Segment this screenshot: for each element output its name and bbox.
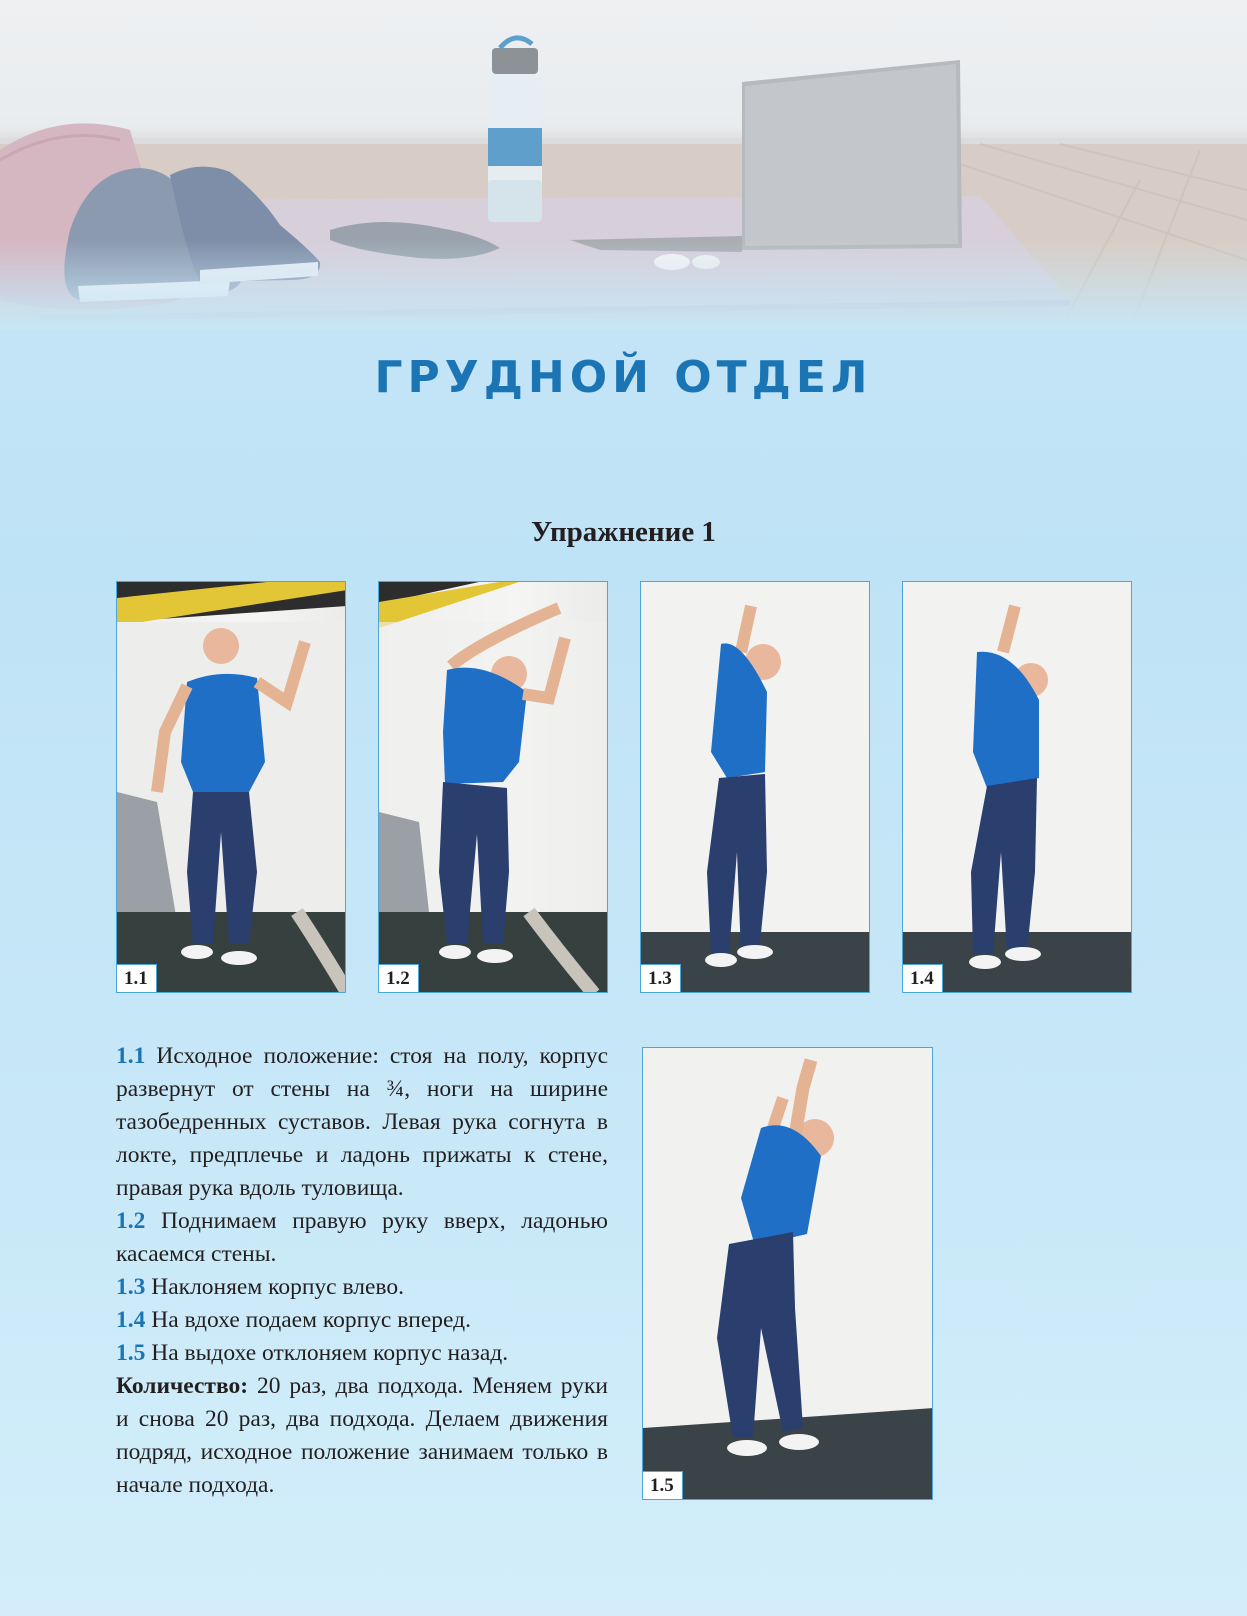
exercise-title: Упражнение 1 <box>531 516 716 548</box>
step-text: Поднимаем правую руку вверх, ладонью касаемся стены. <box>116 1208 608 1267</box>
step-1-5 <box>116 1337 608 1370</box>
quantity <box>116 1370 608 1502</box>
man-torso-back-photo <box>643 1048 933 1500</box>
section-title: ГРУДНОЙ ОТДЕЛ <box>374 352 873 403</box>
step-number: 1.3 <box>116 1274 146 1300</box>
step-1-4 <box>116 1304 608 1337</box>
step-number: 1.4 <box>116 1307 146 1333</box>
step-number: 1.1 <box>116 1043 146 1069</box>
exercise-photo-1-1 <box>116 581 346 993</box>
exercise-photo-1-2 <box>378 581 608 993</box>
step-1-3 <box>116 1271 608 1304</box>
step-number: 1.2 <box>116 1208 146 1234</box>
exercise-description <box>116 1040 608 1502</box>
step-1-2 <box>116 1205 608 1271</box>
photo-label: 1.3 <box>641 964 681 992</box>
man-leaning-left-photo <box>641 582 870 993</box>
step-text: На вдохе подаем корпус вперед. <box>145 1307 472 1333</box>
photo-label: 1.4 <box>903 964 943 992</box>
man-standing-hand-on-wall-photo <box>117 582 346 993</box>
step-text: Исходное положение: стоя на полу, корпус развернут от стены на ¾, ноги на ширине тазобедренных суставов. Левая рука согнута в локте, предплечье и ладонь прижаты к стене, правая рука вдоль туловища. <box>116 1043 608 1201</box>
quantity-text: 20 раз, два подхода. Меняем руки и снова 20 раз, два подхода. Делаем движения подряд, исходное положение занимаем только в начале подхода. <box>116 1373 608 1498</box>
step-text: На выдохе отклоняем корпус назад. <box>145 1340 509 1366</box>
man-torso-forward-photo <box>903 582 1132 993</box>
photo-label: 1.1 <box>117 964 157 992</box>
man-raising-right-arm-photo <box>379 582 608 993</box>
exercise-photo-1-4 <box>902 581 1132 993</box>
header-photo <box>0 0 1247 330</box>
step-1-1 <box>116 1040 608 1205</box>
photo-label: 1.5 <box>643 1471 683 1499</box>
step-number: 1.5 <box>116 1340 146 1366</box>
photo-label: 1.2 <box>379 964 419 992</box>
exercise-photo-1-3 <box>640 581 870 993</box>
quantity-label: Количество: <box>116 1373 249 1399</box>
exercise-photo-1-5 <box>642 1047 933 1500</box>
step-text: Наклоняем корпус влево. <box>145 1274 404 1300</box>
